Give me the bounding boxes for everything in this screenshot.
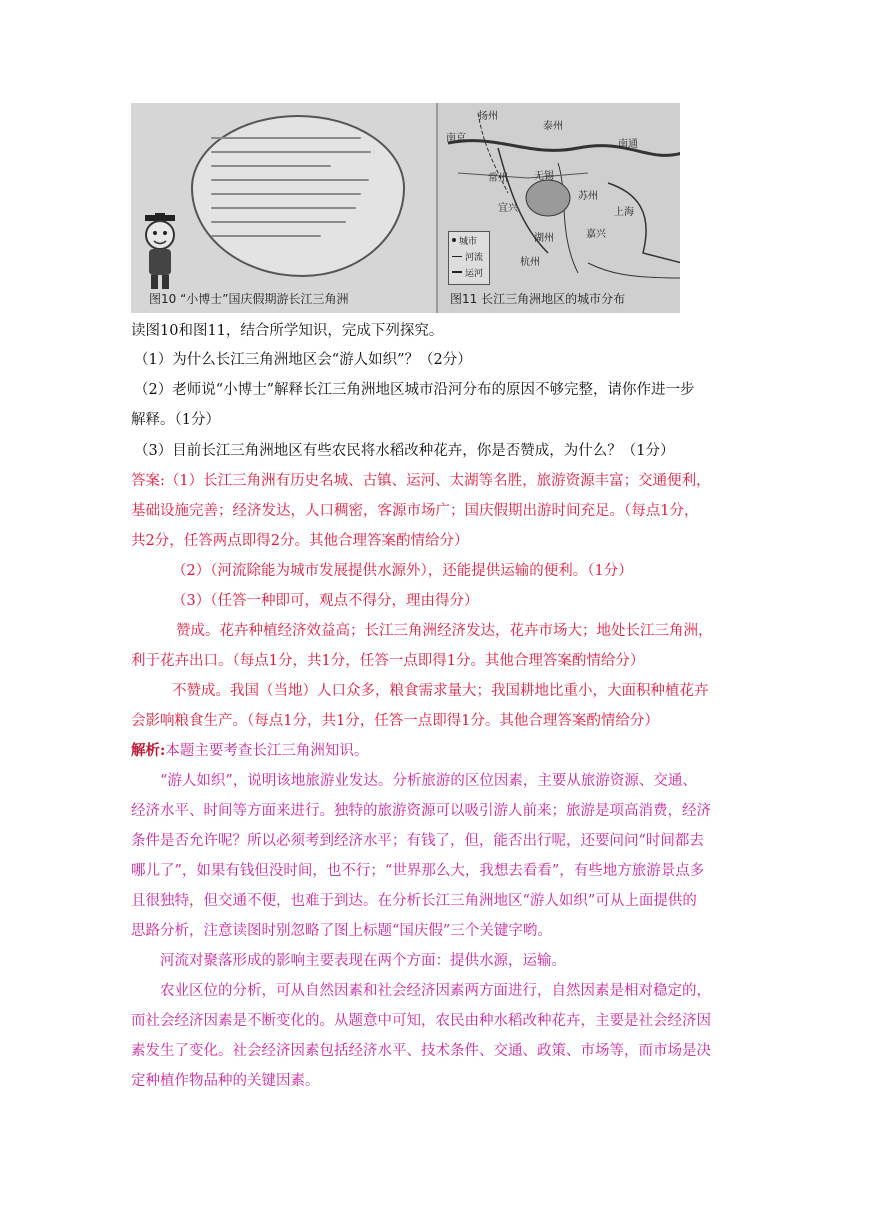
analysis-paragraph-1-line-6: 思路分析，注意读图时别忽略了图上标题“国庆假”三个关键字哟。 bbox=[131, 923, 552, 939]
answer-3-agree-line-1: 赞成。花卉种植经济效益高；长江三角洲经济发达，花卉市场大；地处长江三角洲， bbox=[176, 623, 713, 639]
city-marker-icon bbox=[452, 238, 456, 242]
question-2-line-2: 解释。（1分） bbox=[131, 412, 220, 428]
city-label: 无锡 bbox=[534, 171, 554, 182]
city-label: 上海 bbox=[614, 207, 634, 218]
city-label: 宜兴 bbox=[498, 203, 518, 214]
city-label: 常州 bbox=[488, 173, 508, 184]
analysis-paragraph-1-line-3: 条件是否允许呢？所以必须考到经济水平；有钱了，但，能否出行呢，还要问问“时间都去 bbox=[131, 833, 704, 849]
city-label: 杭州 bbox=[520, 257, 540, 268]
figure-11-map bbox=[436, 103, 680, 313]
city-label: 南通 bbox=[618, 139, 638, 150]
speech-bubble-text bbox=[211, 137, 381, 249]
city-label: 苏州 bbox=[578, 191, 598, 202]
canal-line-icon bbox=[452, 271, 462, 273]
analysis-label: 解析: bbox=[131, 742, 166, 759]
analysis-paragraph-2: 河流对聚落形成的影响主要表现在两个方面：提供水源，运输。 bbox=[160, 953, 566, 969]
question-intro: 读图10和图11，结合所学知识，完成下列探究。 bbox=[131, 323, 444, 339]
answer-1-line-2: 基础设施完善；经济发达，人口稠密，客源市场广；国庆假期出游时间充足。（每点1分， bbox=[131, 503, 699, 519]
legend-canal: 运河 bbox=[465, 268, 484, 279]
river-line-icon bbox=[452, 256, 462, 257]
legend-city: 城市 bbox=[459, 236, 478, 247]
legend-river: 河流 bbox=[465, 252, 484, 263]
figure-10-panel bbox=[131, 103, 436, 313]
answer-1-line-3: 共2分，任答两点即得2分。其他合理答案酌情给分） bbox=[131, 533, 469, 549]
answer-label: 答案: bbox=[131, 473, 165, 489]
city-label: 南京 bbox=[446, 133, 466, 144]
answer-3-note: （3）（任答一种即可，观点不得分，理由得分） bbox=[172, 593, 479, 609]
answer-3-agree-line-2: 利于花卉出口。（每点1分，共1分，任答一点即得1分。其他合理答案酌情给分） bbox=[131, 653, 645, 669]
answer-1-line-1: 答案:（1）长江三角洲有历史名城、古镇、运河、太湖等名胜，旅游资源丰富；交通便利， bbox=[131, 473, 711, 489]
question-3: （3）目前长江三角洲地区有些农民将水稻改种花卉，你是否赞成，为什么？（1分） bbox=[134, 443, 675, 459]
analysis-paragraph-1-line-4: 哪儿了”，如果有钱但没时间，也不行；“世界那么大，我想去看看”，有些地方旅游景点多 bbox=[131, 863, 705, 879]
map-legend bbox=[448, 231, 490, 285]
answer-2: （2）（河流除能为城市发展提供水源外），还能提供运输的便利。（1分） bbox=[172, 563, 633, 579]
question-1: （1）为什么长江三角洲地区会“游人如织”？（2分） bbox=[134, 352, 472, 368]
analysis-paragraph-1-line-1: “游人如织”，说明该地旅游业发达。分析旅游的区位因素，主要从旅游资源、交通、 bbox=[160, 773, 697, 789]
city-label: 扬州 bbox=[478, 111, 498, 122]
question-2-line-1: （2）老师说“小博士”解释长江三角洲地区城市沿河分布的原因不够完整，请你作进一步 bbox=[134, 382, 695, 398]
figure-10-caption: 图10 “小博士”国庆假期游长江三角洲 bbox=[149, 292, 349, 306]
figure-image bbox=[131, 103, 680, 313]
figure-11-caption: 图11 长江三角洲地区的城市分布 bbox=[450, 292, 626, 306]
answer-3-disagree-line-1: 不赞成。我国（当地）人口众多，粮食需求量大；我国耕地比重小，大面积种植花卉 bbox=[172, 683, 709, 699]
mascot-icon bbox=[137, 213, 187, 293]
analysis-paragraph-1-line-5: 且很独特，但交通不便，也难于到达。在分析长江三角洲地区“游人如织”可从上面提供的 bbox=[131, 893, 697, 909]
city-label: 泰州 bbox=[543, 121, 563, 132]
city-label: 嘉兴 bbox=[586, 229, 606, 240]
analysis-paragraph-1-line-2: 经济水平、时间等方面来进行。独特的旅游资源可以吸引游人前来；旅游是项高消费，经济 bbox=[131, 803, 711, 819]
analysis-paragraph-3-line-2: 而社会经济因素是不断变化的。从题意中可知，农民由种水稻改种花卉，主要是社会经济因 bbox=[131, 1013, 711, 1029]
analysis-paragraph-3-line-4: 定种植作物品种的关键因素。 bbox=[131, 1073, 320, 1089]
analysis-paragraph-3-line-1: 农业区位的分析，可从自然因素和社会经济因素两方面进行，自然因素是相对稳定的， bbox=[160, 983, 711, 999]
analysis-paragraph-3-line-3: 素发生了变化。社会经济因素包括经济水平、技术条件、交通、政策、市场等，而市场是决 bbox=[131, 1043, 711, 1059]
answer-3-disagree-line-2: 会影响粮食生产。（每点1分，共1分，任答一点即得1分。其他合理答案酌情给分） bbox=[131, 713, 659, 729]
city-label: 湖州 bbox=[534, 233, 554, 244]
analysis-intro-line: 解析:本题主要考查长江三角洲知识。 bbox=[131, 742, 369, 759]
